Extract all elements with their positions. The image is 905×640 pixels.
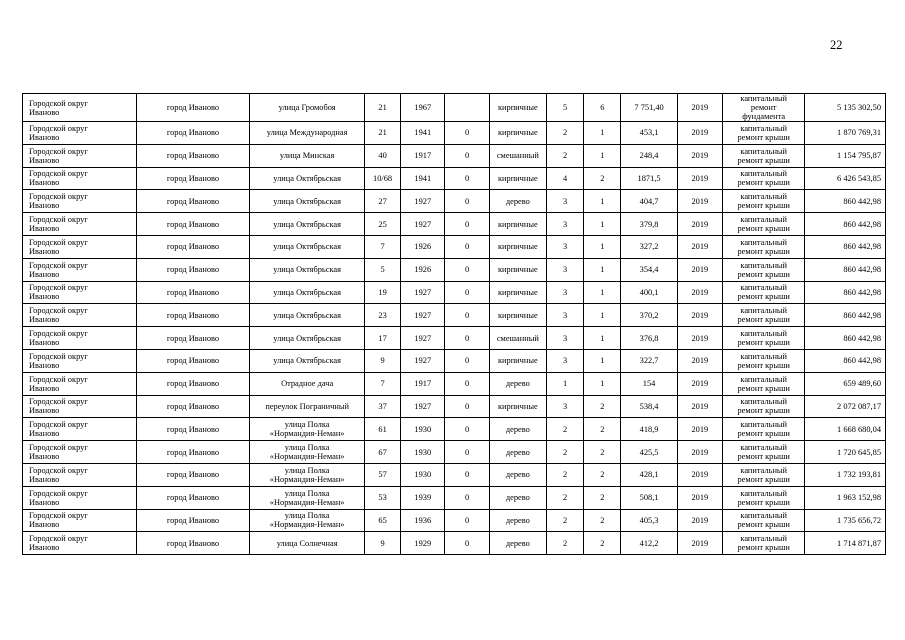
table-row (23, 144, 886, 167)
build-year-cell: 1927 (401, 327, 445, 350)
cost-cell: 1 668 680,04 (805, 418, 886, 441)
repair-type-cell: капитальный ремонт крыши (722, 213, 804, 236)
repair-year-cell: 2019 (677, 190, 722, 213)
area-cell: 248,4 (621, 144, 677, 167)
cost-cell: 860 442,98 (805, 190, 886, 213)
entrances-cell: 1 (584, 349, 621, 372)
settlement-cell: город Иваново (136, 235, 250, 258)
reconstruction-year-cell: 0 (445, 349, 489, 372)
area-cell: 508,1 (621, 486, 677, 509)
house-number-cell: 61 (364, 418, 400, 441)
table-row (23, 418, 886, 441)
repair-year-cell: 2019 (677, 304, 722, 327)
municipality-cell: Городской округ Иваново (23, 258, 137, 281)
cost-cell: 860 442,98 (805, 235, 886, 258)
settlement-cell: город Иваново (136, 167, 250, 190)
settlement-cell: город Иваново (136, 532, 250, 555)
floors-cell: 3 (547, 190, 584, 213)
entrances-cell: 1 (584, 144, 621, 167)
repair-year-cell: 2019 (677, 509, 722, 532)
house-number-cell: 65 (364, 509, 400, 532)
house-number-cell: 7 (364, 235, 400, 258)
area-cell: 370,2 (621, 304, 677, 327)
municipality-cell: Городской округ Иваново (23, 463, 137, 486)
repair-type-cell: капитальный ремонт крыши (722, 486, 804, 509)
street-cell: улица Полка «Нормандия-Неман» (250, 509, 365, 532)
repair-type-cell: капитальный ремонт крыши (722, 258, 804, 281)
repair-type-cell: капитальный ремонт крыши (722, 327, 804, 350)
repair-type-cell: капитальный ремонт крыши (722, 441, 804, 464)
house-number-cell: 40 (364, 144, 400, 167)
build-year-cell: 1936 (401, 509, 445, 532)
wall-material-cell: кирпичные (489, 167, 546, 190)
reconstruction-year-cell (445, 94, 489, 122)
municipality-cell: Городской округ Иваново (23, 486, 137, 509)
street-cell: улица Октябрьская (250, 281, 365, 304)
area-cell: 412,2 (621, 532, 677, 555)
build-year-cell: 1929 (401, 532, 445, 555)
table-row (23, 395, 886, 418)
repair-type-cell: капитальный ремонт крыши (722, 509, 804, 532)
cost-cell: 1 870 769,31 (805, 122, 886, 145)
municipality-cell: Городской округ Иваново (23, 441, 137, 464)
table-row (23, 327, 886, 350)
repair-year-cell: 2019 (677, 418, 722, 441)
area-cell: 354,4 (621, 258, 677, 281)
house-number-cell: 7 (364, 372, 400, 395)
entrances-cell: 1 (584, 304, 621, 327)
wall-material-cell: смешанный (489, 327, 546, 350)
settlement-cell: город Иваново (136, 122, 250, 145)
cost-cell: 1 720 645,85 (805, 441, 886, 464)
area-cell: 7 751,40 (621, 94, 677, 122)
municipality-cell: Городской округ Иваново (23, 509, 137, 532)
repair-year-cell: 2019 (677, 258, 722, 281)
street-cell: улица Минская (250, 144, 365, 167)
house-number-cell: 57 (364, 463, 400, 486)
entrances-cell: 2 (584, 463, 621, 486)
build-year-cell: 1927 (401, 213, 445, 236)
floors-cell: 3 (547, 304, 584, 327)
municipality-cell: Городской округ Иваново (23, 213, 137, 236)
floors-cell: 2 (547, 441, 584, 464)
table-row (23, 372, 886, 395)
street-cell: улица Октябрьская (250, 258, 365, 281)
wall-material-cell: кирпичные (489, 395, 546, 418)
street-cell: улица Полка «Нормандия-Неман» (250, 486, 365, 509)
settlement-cell: город Иваново (136, 463, 250, 486)
table-row (23, 213, 886, 236)
settlement-cell: город Иваново (136, 190, 250, 213)
area-cell: 404,7 (621, 190, 677, 213)
municipality-cell: Городской округ Иваново (23, 94, 137, 122)
build-year-cell: 1926 (401, 258, 445, 281)
wall-material-cell: кирпичные (489, 304, 546, 327)
floors-cell: 2 (547, 486, 584, 509)
repair-type-cell: капитальный ремонт фундамента (722, 94, 804, 122)
area-cell: 154 (621, 372, 677, 395)
reconstruction-year-cell: 0 (445, 418, 489, 441)
table-row (23, 167, 886, 190)
house-number-cell: 25 (364, 213, 400, 236)
area-cell: 322,7 (621, 349, 677, 372)
municipality-cell: Городской округ Иваново (23, 395, 137, 418)
house-number-cell: 23 (364, 304, 400, 327)
street-cell: улица Октябрьская (250, 213, 365, 236)
street-cell: переулок Пограничный (250, 395, 365, 418)
house-number-cell: 21 (364, 94, 400, 122)
reconstruction-year-cell: 0 (445, 281, 489, 304)
table-row (23, 509, 886, 532)
house-number-cell: 9 (364, 349, 400, 372)
floors-cell: 3 (547, 395, 584, 418)
street-cell: улица Международная (250, 122, 365, 145)
floors-cell: 3 (547, 235, 584, 258)
build-year-cell: 1930 (401, 418, 445, 441)
cost-cell: 860 442,98 (805, 349, 886, 372)
floors-cell: 5 (547, 94, 584, 122)
repair-type-cell: капитальный ремонт крыши (722, 190, 804, 213)
reconstruction-year-cell: 0 (445, 258, 489, 281)
municipality-cell: Городской округ Иваново (23, 372, 137, 395)
house-number-cell: 27 (364, 190, 400, 213)
table-row (23, 281, 886, 304)
wall-material-cell: дерево (489, 532, 546, 555)
entrances-cell: 2 (584, 395, 621, 418)
table-row (23, 349, 886, 372)
cost-cell: 1 963 152,98 (805, 486, 886, 509)
build-year-cell: 1917 (401, 144, 445, 167)
repair-type-cell: капитальный ремонт крыши (722, 418, 804, 441)
reconstruction-year-cell: 0 (445, 486, 489, 509)
reconstruction-year-cell: 0 (445, 372, 489, 395)
cost-cell: 1 154 795,87 (805, 144, 886, 167)
municipality-cell: Городской округ Иваново (23, 235, 137, 258)
cost-cell: 860 442,98 (805, 213, 886, 236)
table-row (23, 235, 886, 258)
entrances-cell: 2 (584, 418, 621, 441)
municipality-cell: Городской округ Иваново (23, 304, 137, 327)
build-year-cell: 1927 (401, 190, 445, 213)
area-cell: 327,2 (621, 235, 677, 258)
house-number-cell: 19 (364, 281, 400, 304)
reconstruction-year-cell: 0 (445, 463, 489, 486)
settlement-cell: город Иваново (136, 258, 250, 281)
entrances-cell: 6 (584, 94, 621, 122)
area-cell: 379,8 (621, 213, 677, 236)
house-number-cell: 67 (364, 441, 400, 464)
street-cell: улица Октябрьская (250, 349, 365, 372)
floors-cell: 2 (547, 122, 584, 145)
settlement-cell: город Иваново (136, 144, 250, 167)
wall-material-cell: дерево (489, 463, 546, 486)
street-cell: улица Октябрьская (250, 304, 365, 327)
house-number-cell: 17 (364, 327, 400, 350)
entrances-cell: 1 (584, 213, 621, 236)
repair-year-cell: 2019 (677, 349, 722, 372)
entrances-cell: 1 (584, 122, 621, 145)
cost-cell: 6 426 543,85 (805, 167, 886, 190)
municipality-cell: Городской округ Иваново (23, 281, 137, 304)
cost-cell: 860 442,98 (805, 281, 886, 304)
street-cell: улица Октябрьская (250, 190, 365, 213)
repair-year-cell: 2019 (677, 441, 722, 464)
reconstruction-year-cell: 0 (445, 441, 489, 464)
cost-cell: 860 442,98 (805, 304, 886, 327)
entrances-cell: 2 (584, 167, 621, 190)
municipality-cell: Городской округ Иваново (23, 418, 137, 441)
repair-type-cell: капитальный ремонт крыши (722, 144, 804, 167)
repair-type-cell: капитальный ремонт крыши (722, 304, 804, 327)
build-year-cell: 1927 (401, 281, 445, 304)
reconstruction-year-cell: 0 (445, 395, 489, 418)
repair-year-cell: 2019 (677, 94, 722, 122)
settlement-cell: город Иваново (136, 349, 250, 372)
reconstruction-year-cell: 0 (445, 190, 489, 213)
cost-cell: 860 442,98 (805, 258, 886, 281)
repair-year-cell: 2019 (677, 122, 722, 145)
reconstruction-year-cell: 0 (445, 235, 489, 258)
street-cell: улица Полка «Нормандия-Неман» (250, 463, 365, 486)
repair-year-cell: 2019 (677, 372, 722, 395)
table-row (23, 486, 886, 509)
entrances-cell: 1 (584, 190, 621, 213)
repair-year-cell: 2019 (677, 327, 722, 350)
build-year-cell: 1967 (401, 94, 445, 122)
settlement-cell: город Иваново (136, 213, 250, 236)
street-cell: улица Полка «Нормандия-Неман» (250, 418, 365, 441)
reconstruction-year-cell: 0 (445, 122, 489, 145)
reconstruction-year-cell: 0 (445, 304, 489, 327)
house-number-cell: 21 (364, 122, 400, 145)
repair-year-cell: 2019 (677, 213, 722, 236)
house-number-cell: 5 (364, 258, 400, 281)
reconstruction-year-cell: 0 (445, 144, 489, 167)
settlement-cell: город Иваново (136, 418, 250, 441)
table-row (23, 532, 886, 555)
repair-year-cell: 2019 (677, 463, 722, 486)
reconstruction-year-cell: 0 (445, 327, 489, 350)
repair-year-cell: 2019 (677, 486, 722, 509)
area-cell: 428,1 (621, 463, 677, 486)
settlement-cell: город Иваново (136, 486, 250, 509)
settlement-cell: город Иваново (136, 441, 250, 464)
build-year-cell: 1927 (401, 304, 445, 327)
build-year-cell: 1939 (401, 486, 445, 509)
repair-type-cell: капитальный ремонт крыши (722, 167, 804, 190)
reconstruction-year-cell: 0 (445, 509, 489, 532)
area-cell: 1871,5 (621, 167, 677, 190)
table-row (23, 441, 886, 464)
table-row (23, 258, 886, 281)
table-row (23, 304, 886, 327)
street-cell: улица Полка «Нормандия-Неман» (250, 441, 365, 464)
wall-material-cell: смешанный (489, 144, 546, 167)
cost-cell: 5 135 302,50 (805, 94, 886, 122)
street-cell: улица Октябрьская (250, 167, 365, 190)
cost-cell: 1 735 656,72 (805, 509, 886, 532)
entrances-cell: 2 (584, 532, 621, 555)
settlement-cell: город Иваново (136, 281, 250, 304)
floors-cell: 4 (547, 167, 584, 190)
repair-year-cell: 2019 (677, 144, 722, 167)
municipality-cell: Городской округ Иваново (23, 144, 137, 167)
build-year-cell: 1941 (401, 122, 445, 145)
repair-year-cell: 2019 (677, 532, 722, 555)
repair-year-cell: 2019 (677, 281, 722, 304)
build-year-cell: 1917 (401, 372, 445, 395)
reconstruction-year-cell: 0 (445, 167, 489, 190)
table-row (23, 190, 886, 213)
wall-material-cell: дерево (489, 418, 546, 441)
entrances-cell: 1 (584, 327, 621, 350)
repair-type-cell: капитальный ремонт крыши (722, 532, 804, 555)
repair-type-cell: капитальный ремонт крыши (722, 281, 804, 304)
area-cell: 400,1 (621, 281, 677, 304)
house-number-cell: 37 (364, 395, 400, 418)
build-year-cell: 1927 (401, 349, 445, 372)
floors-cell: 2 (547, 463, 584, 486)
cost-cell: 1 714 871,87 (805, 532, 886, 555)
wall-material-cell: дерево (489, 486, 546, 509)
table-row (23, 122, 886, 145)
entrances-cell: 1 (584, 281, 621, 304)
area-cell: 425,5 (621, 441, 677, 464)
cost-cell: 1 732 193,81 (805, 463, 886, 486)
wall-material-cell: дерево (489, 509, 546, 532)
area-cell: 418,9 (621, 418, 677, 441)
entrances-cell: 2 (584, 486, 621, 509)
municipality-cell: Городской округ Иваново (23, 349, 137, 372)
street-cell: улица Октябрьская (250, 327, 365, 350)
floors-cell: 1 (547, 372, 584, 395)
repair-year-cell: 2019 (677, 167, 722, 190)
area-cell: 538,4 (621, 395, 677, 418)
floors-cell: 3 (547, 281, 584, 304)
entrances-cell: 1 (584, 258, 621, 281)
settlement-cell: город Иваново (136, 94, 250, 122)
cost-cell: 2 072 087,17 (805, 395, 886, 418)
cost-cell: 860 442,98 (805, 327, 886, 350)
repair-type-cell: капитальный ремонт крыши (722, 372, 804, 395)
house-number-cell: 9 (364, 532, 400, 555)
wall-material-cell: кирпичные (489, 122, 546, 145)
area-cell: 453,1 (621, 122, 677, 145)
floors-cell: 2 (547, 509, 584, 532)
municipality-cell: Городской округ Иваново (23, 122, 137, 145)
reconstruction-year-cell: 0 (445, 532, 489, 555)
floors-cell: 3 (547, 258, 584, 281)
floors-cell: 3 (547, 327, 584, 350)
wall-material-cell: кирпичные (489, 281, 546, 304)
repair-year-cell: 2019 (677, 235, 722, 258)
reconstruction-year-cell: 0 (445, 213, 489, 236)
build-year-cell: 1927 (401, 395, 445, 418)
settlement-cell: город Иваново (136, 395, 250, 418)
build-year-cell: 1941 (401, 167, 445, 190)
floors-cell: 2 (547, 418, 584, 441)
wall-material-cell: дерево (489, 190, 546, 213)
wall-material-cell: дерево (489, 441, 546, 464)
table-row (23, 94, 886, 122)
repair-program-table (22, 93, 886, 555)
repair-type-cell: капитальный ремонт крыши (722, 122, 804, 145)
wall-material-cell: кирпичные (489, 258, 546, 281)
settlement-cell: город Иваново (136, 372, 250, 395)
repair-type-cell: капитальный ремонт крыши (722, 463, 804, 486)
repair-type-cell: капитальный ремонт крыши (722, 235, 804, 258)
area-cell: 405,3 (621, 509, 677, 532)
table-body (23, 94, 886, 555)
area-cell: 376,8 (621, 327, 677, 350)
wall-material-cell: дерево (489, 372, 546, 395)
municipality-cell: Городской округ Иваново (23, 167, 137, 190)
street-cell: Отрадное дача (250, 372, 365, 395)
repair-year-cell: 2019 (677, 395, 722, 418)
entrances-cell: 1 (584, 372, 621, 395)
wall-material-cell: кирпичные (489, 213, 546, 236)
floors-cell: 3 (547, 213, 584, 236)
street-cell: улица Октябрьская (250, 235, 365, 258)
settlement-cell: город Иваново (136, 304, 250, 327)
entrances-cell: 2 (584, 509, 621, 532)
settlement-cell: город Иваново (136, 509, 250, 532)
floors-cell: 2 (547, 144, 584, 167)
repair-type-cell: капитальный ремонт крыши (722, 395, 804, 418)
wall-material-cell: кирпичные (489, 349, 546, 372)
wall-material-cell: кирпичные (489, 235, 546, 258)
street-cell: улица Громобоя (250, 94, 365, 122)
build-year-cell: 1926 (401, 235, 445, 258)
municipality-cell: Городской округ Иваново (23, 190, 137, 213)
build-year-cell: 1930 (401, 463, 445, 486)
table-row (23, 463, 886, 486)
settlement-cell: город Иваново (136, 327, 250, 350)
wall-material-cell: кирпичные (489, 94, 546, 122)
build-year-cell: 1930 (401, 441, 445, 464)
entrances-cell: 2 (584, 441, 621, 464)
entrances-cell: 1 (584, 235, 621, 258)
street-cell: улица Солнечная (250, 532, 365, 555)
floors-cell: 2 (547, 532, 584, 555)
page-number: 22 (830, 38, 843, 52)
house-number-cell: 10/68 (364, 167, 400, 190)
floors-cell: 3 (547, 349, 584, 372)
municipality-cell: Городской округ Иваново (23, 532, 137, 555)
municipality-cell: Городской округ Иваново (23, 327, 137, 350)
repair-type-cell: капитальный ремонт крыши (722, 349, 804, 372)
cost-cell: 659 489,60 (805, 372, 886, 395)
house-number-cell: 53 (364, 486, 400, 509)
